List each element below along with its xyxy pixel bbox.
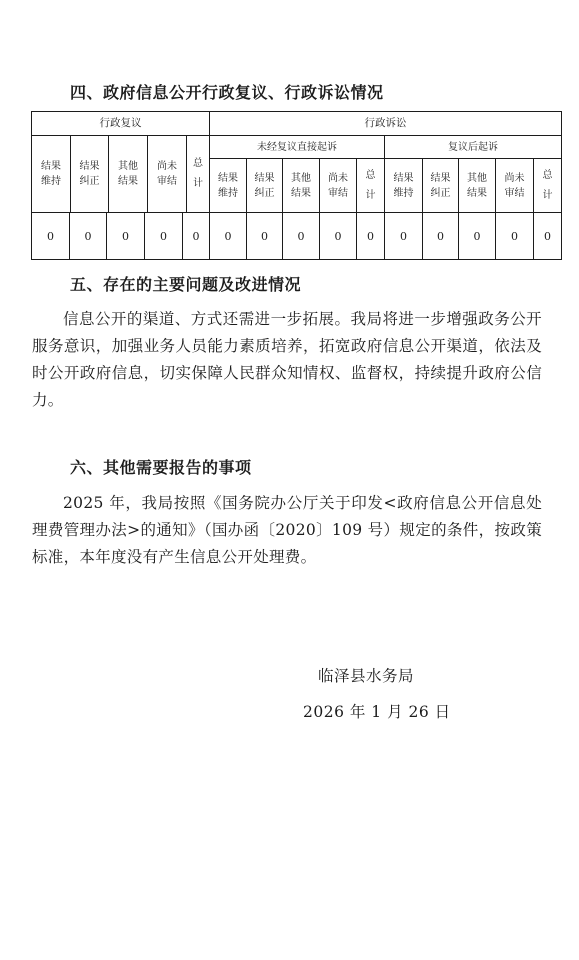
section-6-heading: 六、其他需要报告的事项 bbox=[70, 458, 252, 477]
table-cell: 0 bbox=[459, 213, 496, 260]
direct-col-pending: 尚未审结 bbox=[328, 172, 349, 199]
review-col-corrected: 结果纠正 bbox=[79, 161, 100, 187]
table-cell: 0 bbox=[534, 213, 562, 260]
table-cell: 0 bbox=[283, 213, 320, 260]
review-col-upheld: 结果维持 bbox=[41, 161, 61, 187]
table-cell: 0 bbox=[107, 213, 145, 260]
signature-organization: 临泽县水务局 bbox=[318, 667, 415, 685]
after-col-other: 其他结果 bbox=[467, 172, 488, 199]
direct-col-total: 总计 bbox=[365, 169, 376, 201]
table-cell: 0 bbox=[210, 213, 247, 260]
table-cell: 0 bbox=[385, 213, 423, 260]
table-cell: 0 bbox=[496, 213, 534, 260]
after-col-pending: 尚未审结 bbox=[504, 172, 525, 199]
after-review-litigation-header: 复议后起诉 bbox=[385, 136, 562, 159]
review-subheader-group bbox=[32, 136, 210, 213]
direct-col-other: 其他结果 bbox=[291, 172, 312, 199]
table-cell: 0 bbox=[320, 213, 357, 260]
administrative-litigation-header: 行政诉讼 bbox=[210, 112, 562, 136]
table-cell: 0 bbox=[357, 213, 385, 260]
table-cell: 0 bbox=[145, 213, 183, 260]
table-cell: 0 bbox=[423, 213, 459, 260]
table-cell: 0 bbox=[247, 213, 283, 260]
signature-date: 2026 年 1 月 26 日 bbox=[303, 703, 451, 721]
table-cell: 0 bbox=[32, 213, 70, 260]
review-col-pending: 尚未审结 bbox=[157, 161, 177, 187]
administrative-review-header: 行政复议 bbox=[32, 112, 210, 136]
section-4-heading: 四、政府信息公开行政复议、行政诉讼情况 bbox=[70, 83, 384, 102]
direct-col-corrected: 结果纠正 bbox=[254, 172, 275, 199]
after-col-upheld: 结果维持 bbox=[393, 172, 414, 199]
review-col-other: 其他结果 bbox=[118, 161, 138, 187]
section-6-paragraph: 2025 年，我局按照《国务院办公厅关于印发<政府信息公开信息处理费管理办法>的通知》（国办函〔2020〕109 号）规定的条件，按政策标准，本年度没有产生信息公开处理费。 bbox=[32, 494, 542, 566]
direct-col-upheld: 结果维持 bbox=[218, 172, 239, 199]
after-col-corrected: 结果纠正 bbox=[430, 172, 451, 199]
table-cell: 0 bbox=[70, 213, 107, 260]
section-5-heading: 五、存在的主要问题及改进情况 bbox=[70, 275, 302, 294]
direct-litigation-header: 未经复议直接起诉 bbox=[210, 136, 385, 159]
table-values-row bbox=[32, 213, 562, 260]
section-5-paragraph: 信息公开的渠道、方式还需进一步拓展。我局将进一步增强政务公开服务意识，加强业务人员能力素质培养，拓宽政府信息公开渠道，依法及时公开政府信息，切实保障人民群众知情权、监督权，持续提升政府公信力。 bbox=[32, 310, 542, 409]
review-litigation-table bbox=[31, 111, 562, 260]
table-cell: 0 bbox=[183, 213, 210, 260]
review-col-total: 总计 bbox=[193, 158, 204, 189]
after-col-total: 总计 bbox=[542, 169, 553, 201]
